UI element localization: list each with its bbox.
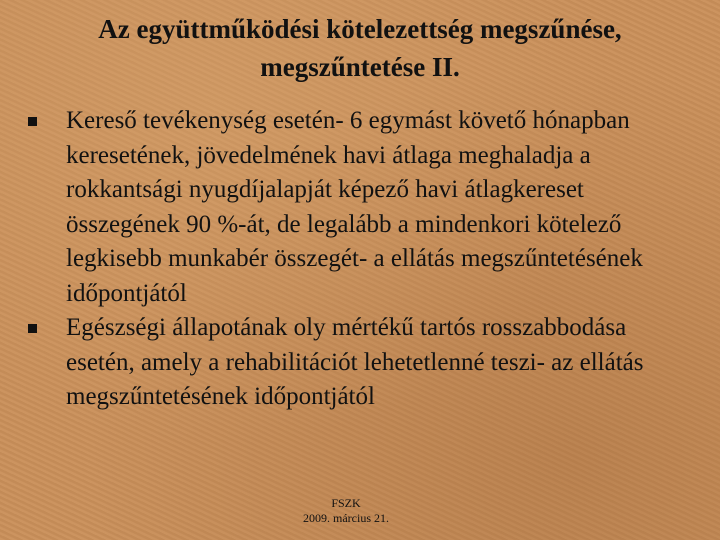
footer-org: FSZK: [331, 496, 361, 510]
bullet-item: [24, 104, 694, 311]
slide-title: Az együttműködési kötelezettség megszűnése, megszűntetése II.: [98, 14, 622, 82]
bullet-text: Kereső tevékenység esetén- 6 egymást követő hónapban keresetének, jövedelmének havi átlaga meghaladja a rokkantsági nyugdíjalapját képező havi átlagkereset összegének 90 %-át, de legalább a mindenkori kötelező legkisebb munkabér összegét- a ellátás megszűntetésének időpontjától: [66, 107, 643, 307]
square-bullet-icon: [28, 324, 37, 333]
bullet-list: [24, 104, 694, 415]
square-bullet-icon: [28, 117, 37, 126]
bullet-item: [24, 311, 694, 415]
bullet-text: Egészségi állapotának oly mértékű tartós rosszabbodása esetén, amely a rehabilitációt lehetetlenné teszi- az ellátás megszűntetésének időpontjától: [66, 314, 644, 410]
slide-footer: [300, 496, 392, 526]
footer-date: 2009. március 21.: [303, 511, 389, 525]
